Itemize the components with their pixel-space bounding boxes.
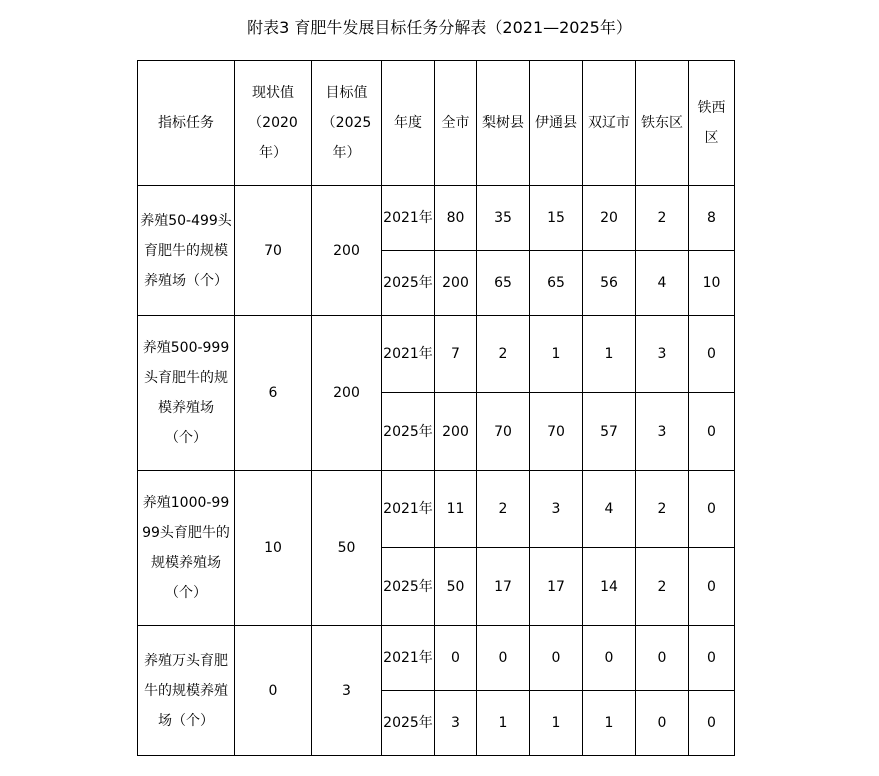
city-cell: 200 (435, 393, 477, 471)
year-cell: 2025年 (382, 548, 435, 626)
city-cell: 50 (435, 548, 477, 626)
tiexi-cell: 10 (689, 251, 735, 316)
year-cell: 2021年 (382, 186, 435, 251)
city-cell: 3 (435, 691, 477, 756)
header-shuangliao: 双辽市 (583, 61, 636, 186)
tiedong-cell: 2 (636, 471, 689, 548)
header-tiedong: 铁东区 (636, 61, 689, 186)
shuangliao-cell: 0 (583, 626, 636, 691)
yitong-cell: 65 (530, 251, 583, 316)
tiexi-cell: 0 (689, 691, 735, 756)
tiedong-cell: 2 (636, 548, 689, 626)
header-lishu: 梨树县 (477, 61, 530, 186)
tiexi-cell: 0 (689, 471, 735, 548)
year-cell: 2025年 (382, 691, 435, 756)
shuangliao-cell: 1 (583, 691, 636, 756)
city-cell: 0 (435, 626, 477, 691)
lishu-cell: 35 (477, 186, 530, 251)
lishu-cell: 1 (477, 691, 530, 756)
city-cell: 7 (435, 316, 477, 393)
header-tiexi: 铁西区 (689, 61, 735, 186)
tiexi-cell: 0 (689, 548, 735, 626)
lishu-cell: 0 (477, 626, 530, 691)
shuangliao-cell: 14 (583, 548, 636, 626)
year-cell: 2025年 (382, 393, 435, 471)
tiedong-cell: 0 (636, 691, 689, 756)
city-cell: 80 (435, 186, 477, 251)
table-row (138, 471, 735, 548)
shuangliao-cell: 4 (583, 471, 636, 548)
city-cell: 11 (435, 471, 477, 548)
tiedong-cell: 3 (636, 393, 689, 471)
current-value-cell: 10 (235, 471, 312, 626)
year-cell: 2021年 (382, 626, 435, 691)
lishu-cell: 65 (477, 251, 530, 316)
lishu-cell: 2 (477, 471, 530, 548)
tiexi-cell: 8 (689, 186, 735, 251)
indicator-cell: 养殖50-499头育肥牛的规模养殖场（个） (138, 186, 235, 316)
header-city: 全市 (435, 61, 477, 186)
city-cell: 200 (435, 251, 477, 316)
header-current-value: 现状值（2020年） (235, 61, 312, 186)
shuangliao-cell: 1 (583, 316, 636, 393)
task-breakdown-table (137, 60, 735, 756)
target-value-cell: 50 (312, 471, 382, 626)
table-row (138, 186, 735, 251)
table-row (138, 626, 735, 691)
yitong-cell: 70 (530, 393, 583, 471)
target-value-cell: 3 (312, 626, 382, 756)
yitong-cell: 17 (530, 548, 583, 626)
indicator-cell: 养殖1000-9999头育肥牛的规模养殖场（个） (138, 471, 235, 626)
year-cell: 2025年 (382, 251, 435, 316)
tiexi-cell: 0 (689, 393, 735, 471)
shuangliao-cell: 56 (583, 251, 636, 316)
header-yitong: 伊通县 (530, 61, 583, 186)
yitong-cell: 1 (530, 316, 583, 393)
lishu-cell: 70 (477, 393, 530, 471)
lishu-cell: 2 (477, 316, 530, 393)
tiedong-cell: 4 (636, 251, 689, 316)
shuangliao-cell: 57 (583, 393, 636, 471)
yitong-cell: 1 (530, 691, 583, 756)
header-target-value: 目标值（2025年） (312, 61, 382, 186)
tiexi-cell: 0 (689, 316, 735, 393)
target-value-cell: 200 (312, 316, 382, 471)
indicator-cell: 养殖500-999头育肥牛的规模养殖场（个） (138, 316, 235, 471)
current-value-cell: 70 (235, 186, 312, 316)
header-row (138, 61, 735, 186)
table-row (138, 316, 735, 393)
current-value-cell: 6 (235, 316, 312, 471)
lishu-cell: 17 (477, 548, 530, 626)
shuangliao-cell: 20 (583, 186, 636, 251)
year-cell: 2021年 (382, 471, 435, 548)
yitong-cell: 3 (530, 471, 583, 548)
year-cell: 2021年 (382, 316, 435, 393)
target-value-cell: 200 (312, 186, 382, 316)
yitong-cell: 0 (530, 626, 583, 691)
yitong-cell: 15 (530, 186, 583, 251)
page-title: 附表3 育肥牛发展目标任务分解表（2021—2025年） (247, 18, 632, 37)
header-indicator: 指标任务 (138, 61, 235, 186)
header-year: 年度 (382, 61, 435, 186)
tiexi-cell: 0 (689, 626, 735, 691)
tiedong-cell: 3 (636, 316, 689, 393)
tiedong-cell: 2 (636, 186, 689, 251)
tiedong-cell: 0 (636, 626, 689, 691)
indicator-cell: 养殖万头育肥牛的规模养殖场（个） (138, 626, 235, 756)
current-value-cell: 0 (235, 626, 312, 756)
